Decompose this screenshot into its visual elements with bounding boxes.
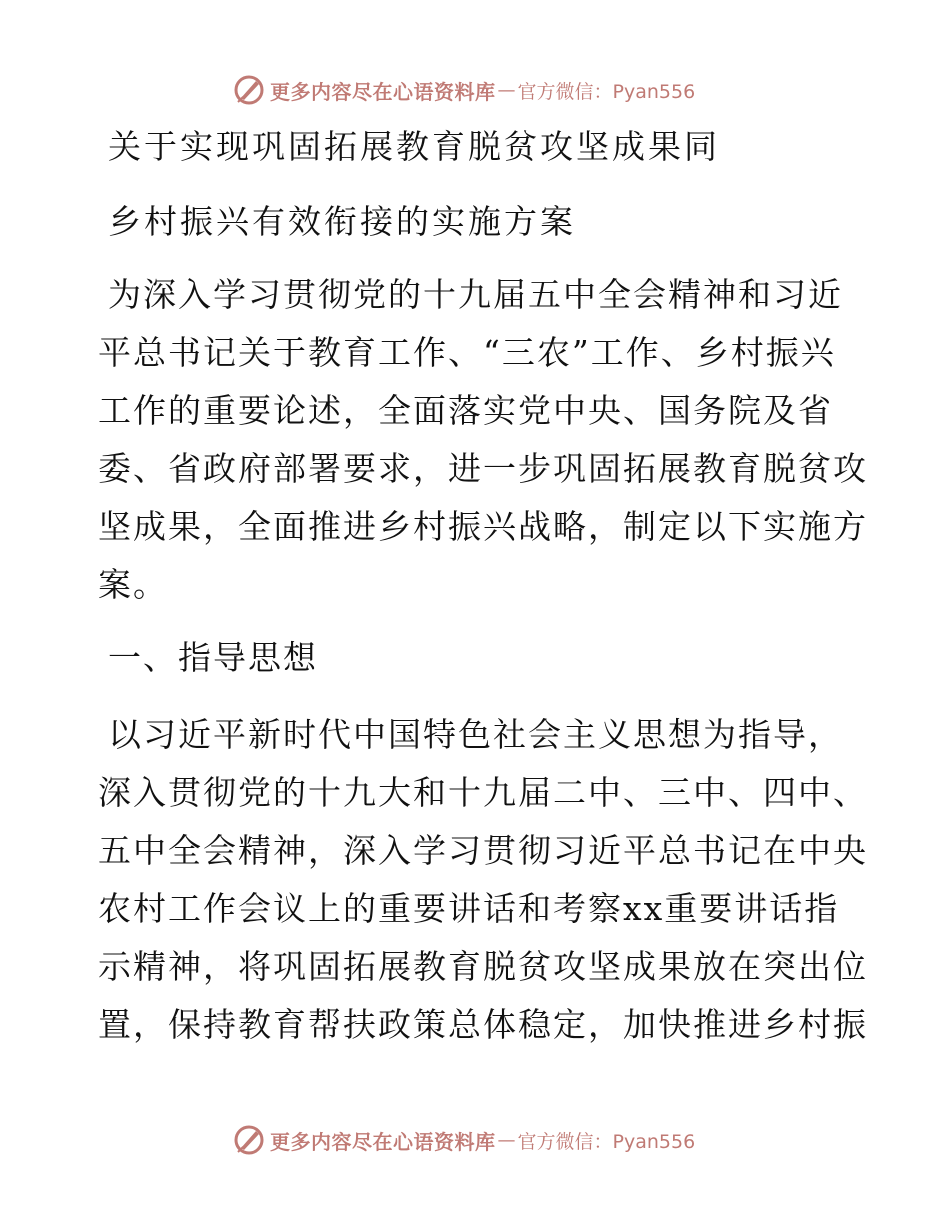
paragraph-line: 案。: [98, 565, 168, 604]
paragraph-line: 工作的重要论述，全面落实党中央、国务院及省: [98, 391, 833, 430]
watermark-contact: 官方微信：Pyan556: [517, 80, 696, 103]
paragraph-line: 农村工作会议上的重要讲话和考察xx重要讲话指: [98, 889, 840, 928]
paragraph-line: 深入贯彻党的十九大和十九届二中、三中、四中、: [98, 773, 868, 812]
paragraph-line: 委、省政府部署要求，进一步巩固拓展教育脱贫攻: [98, 449, 868, 488]
paragraph-line: 五中全会精神，深入学习贯彻习近平总书记在中央: [98, 831, 868, 870]
paragraph-line: 以习近平新时代中国特色社会主义思想为指导，: [108, 715, 843, 754]
watermark-separator: —: [497, 79, 516, 101]
quill-logo-icon: [232, 73, 266, 107]
quill-logo-icon: [232, 1123, 266, 1157]
watermark-text: 更多内容尽在心语资料库: [270, 1129, 496, 1154]
paragraph-line: 为深入学习贯彻党的十九届五中全会精神和习近: [108, 275, 843, 314]
header-watermark: [232, 70, 695, 110]
paragraph-line: 置，保持教育帮扶政策总体稳定，加快推进乡村振: [98, 1005, 868, 1044]
paragraph-line: 平总书记关于教育工作、“三农”工作、乡村振兴: [98, 333, 836, 372]
watermark-text: 更多内容尽在心语资料库: [270, 79, 496, 104]
document-title-line-1: 关于实现巩固拓展教育脱贫攻坚成果同: [108, 127, 720, 166]
paragraph-line: 坚成果，全面推进乡村振兴战略，制定以下实施方: [98, 507, 868, 546]
watermark-contact: 官方微信：Pyan556: [517, 1130, 696, 1153]
paragraph-line: 示精神，将巩固拓展教育脱贫攻坚成果放在突出位: [98, 947, 868, 986]
footer-watermark: [232, 1120, 695, 1160]
document-title-line-2: 乡村振兴有效衔接的实施方案: [108, 202, 576, 241]
section-heading: 一、指导思想: [108, 638, 318, 677]
watermark-separator: —: [497, 1129, 516, 1151]
